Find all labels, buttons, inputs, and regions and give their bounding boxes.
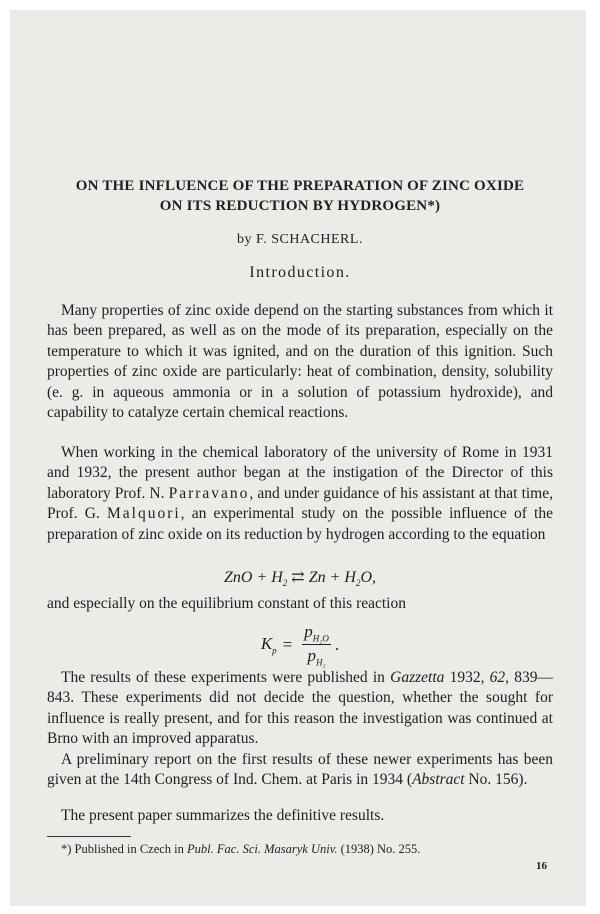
reaction-equation (47, 567, 553, 588)
equation-right-subscript: 2 (355, 578, 361, 589)
equation-right-tail: O, (360, 569, 377, 586)
title-line-2: ON ITS REDUCTION BY HYDROGEN*) (159, 198, 441, 214)
equation-left-subscript: 2 (282, 578, 288, 589)
footnote-journal: Publ. Fac. Sci. Masaryk Univ. (187, 842, 338, 856)
fraction-numerator (302, 622, 331, 645)
paper-page (10, 10, 586, 906)
footnote-rest: (1938) No. 255. (337, 842, 421, 856)
paragraph-5-text-a: A preliminary report on the first results of these newer experiments has been given at the 14th Congress of Ind. Chem. at Paris in 1934 ( (47, 751, 553, 789)
equation-period: . (334, 634, 340, 654)
fraction (302, 622, 331, 668)
equilibrium-arrow: ⇄ (291, 569, 305, 586)
paragraph-4-text-b: 1932, (444, 669, 490, 686)
page-number: 16 (536, 860, 547, 872)
kp-symbol (261, 634, 277, 655)
denominator-subscript: H₂ (316, 657, 326, 668)
kp-subscript: p (272, 645, 277, 656)
equilibrium-constant-equation (47, 622, 553, 668)
paragraph-2 (47, 443, 553, 545)
numerator-p: p (304, 622, 313, 641)
paragraph-5-text-b: No. 156). (464, 771, 528, 789)
fraction-denominator (308, 645, 326, 667)
volume-number: 62 (489, 669, 506, 686)
paragraph-2-text-b: , and under guidance of his assistant at that time, Prof. G. (47, 484, 553, 523)
paragraph-5 (47, 750, 553, 791)
author-byline: by F. SCHACHERL. (237, 232, 363, 247)
article-title (47, 176, 553, 216)
equation-left: ZnO + H (223, 569, 283, 586)
denominator-p: p (307, 646, 317, 666)
paragraph-2-text-a: When working in the chemical laboratory of the university of Rome in 1931 and 1932, the present author began at the instigation of the Director of this laboratory Prof. N. (47, 444, 553, 502)
kp-letter: K (260, 634, 273, 654)
footnote-marker: *) Published in Czech in (61, 842, 188, 856)
paragraph-4-text-a: The results of these experiments were published in (61, 669, 391, 686)
journal-name-gazzetta: Gazzetta (390, 669, 445, 686)
abstract-reference: Abstract (412, 771, 465, 789)
title-line-1: ON THE INFLUENCE OF THE PREPARATION OF ZINC OXIDE (75, 178, 525, 194)
equation-right: Zn + H (308, 569, 356, 586)
numerator-subscript: H₂O (312, 633, 329, 644)
paragraph-3: and especially on the equilibrium constant of this reaction (47, 595, 406, 612)
section-heading: Introduction. (249, 264, 351, 281)
equals-sign: = (282, 634, 293, 654)
person-name-malquori: Malquori (106, 505, 181, 523)
person-name-parravano: Parravano (168, 484, 250, 502)
paragraph-2-text-c: , an experimental study on the possible influence of the preparation of zinc oxide on its reduction by hydrogen according to the equation (47, 505, 553, 543)
footnote (61, 842, 551, 857)
paragraph-4-text-c: , 839—843. These experiments did not decide the question, whether the sought for influence is really present, and for this reason the investigation was continued at Brno with an improved apparatus. (47, 669, 553, 748)
paragraph-1: Many properties of zinc oxide depend on the starting substances from which it has been prepared, as well as on the mode of its preparation, especially on the temperature to which it was ignited, and on the duration of this ignition. Such properties of zinc oxide are particularly: heat of combination, density, solubility (e. g. in aqueous ammonia or in a solution of potassium hydroxide), and capability to catalyze certain chemical reactions. (47, 302, 553, 422)
footnote-divider (47, 836, 131, 837)
paragraph-4 (47, 668, 553, 750)
paragraph-6: The present paper summarizes the definitive results. (61, 807, 385, 824)
